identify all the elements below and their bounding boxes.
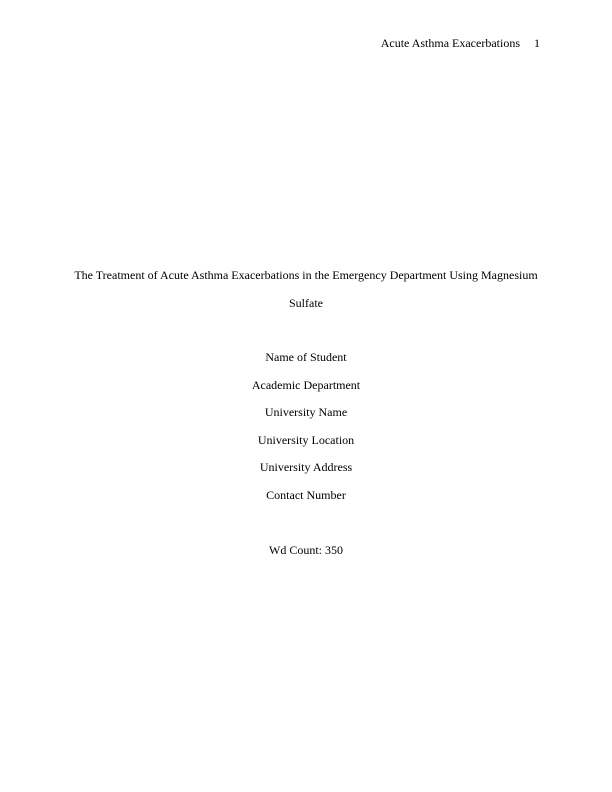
running-head: Acute Asthma Exacerbations: [380, 36, 520, 50]
page-header: [381, 36, 540, 51]
student-name: Name of Student: [265, 350, 347, 364]
paper-title-line-2: Sulfate: [289, 295, 323, 310]
university-address: University Address: [259, 460, 353, 475]
paper-title: [72, 262, 540, 317]
paper-title-line-1: The Treatment of Acute Asthma Exacerbations in the Emergency Department Using Magnesium: [74, 268, 538, 282]
contact-number: Contact Number: [266, 487, 346, 502]
author-info: [72, 344, 540, 510]
university-name: University Name: [264, 405, 348, 420]
title-page-body: [72, 262, 540, 564]
academic-department: Academic Department: [251, 377, 361, 392]
page-number: 1: [534, 36, 540, 50]
word-count: Wd Count: 350: [269, 542, 343, 557]
university-location: University Location: [257, 432, 355, 447]
